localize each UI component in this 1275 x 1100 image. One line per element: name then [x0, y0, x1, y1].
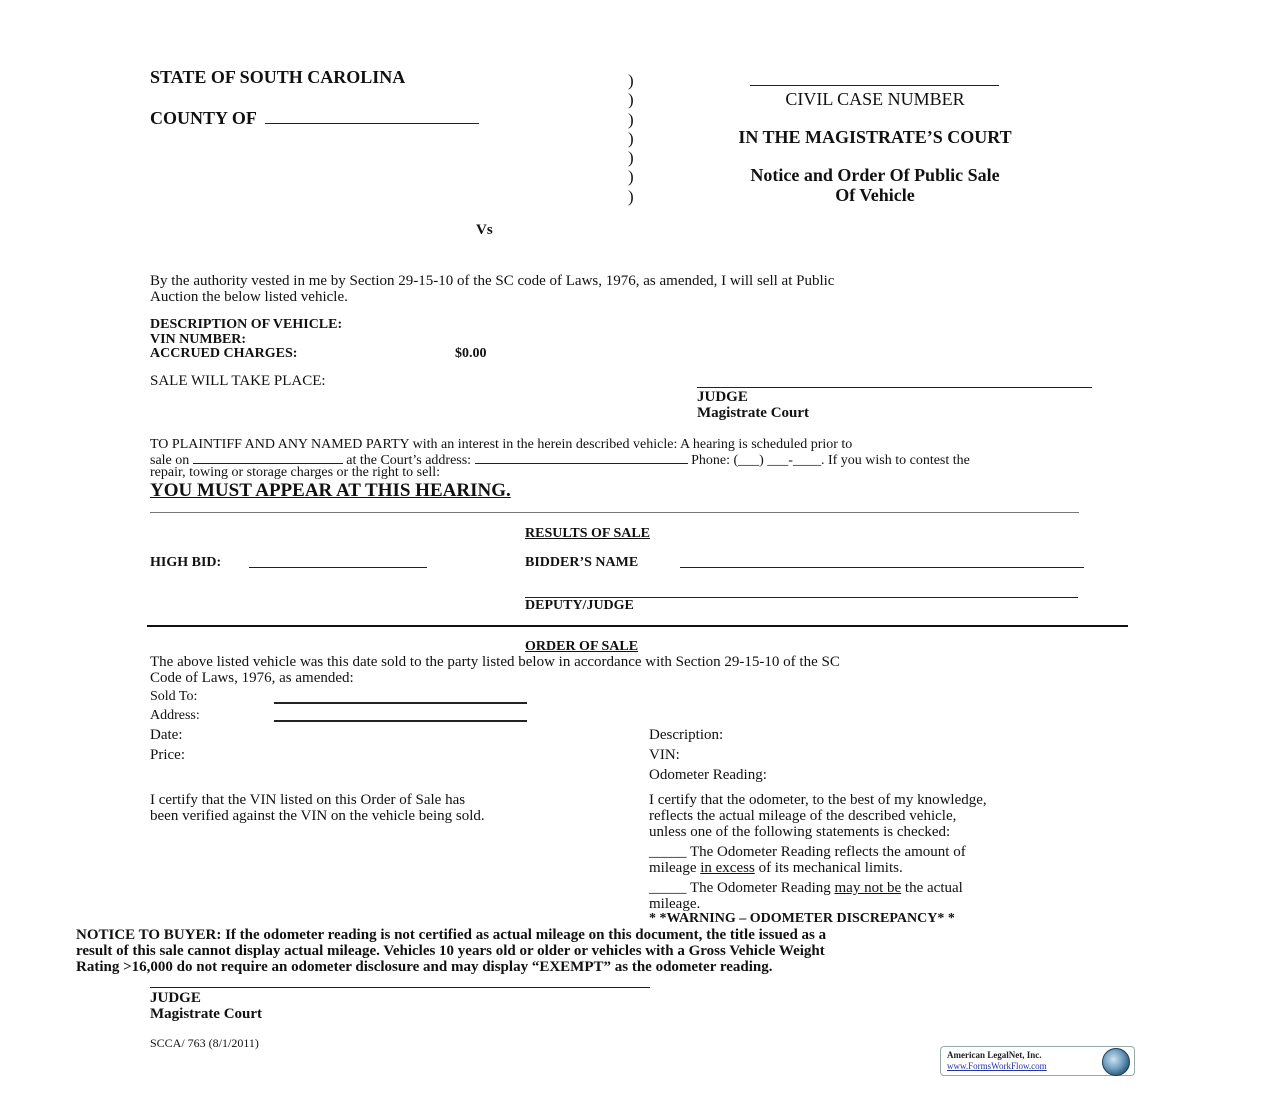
- form-title-line2: Of Vehicle: [835, 185, 915, 205]
- high-bid-blank-field[interactable]: [249, 567, 427, 568]
- publisher-logo: [940, 1046, 1135, 1076]
- vin-number-label: VIN NUMBER:: [150, 332, 247, 347]
- option-text: The Odometer Reading: [686, 880, 835, 896]
- hearing-address-blank-field[interactable]: [475, 451, 688, 464]
- option-text: mileage: [649, 860, 701, 876]
- bidder-name-label: BIDDER’S NAME: [525, 555, 639, 570]
- judge-court: Magistrate Court: [697, 405, 810, 421]
- county-label: [150, 108, 479, 129]
- option-text: The Odometer Reading reflects the amount of: [686, 844, 966, 860]
- option-text: of its mechanical limits.: [754, 860, 903, 876]
- sale-place-label: SALE WILL TAKE PLACE:: [150, 373, 326, 389]
- case-number-label: CIVIL CASE NUMBER: [785, 89, 965, 109]
- option-text-underlined: in excess: [700, 860, 755, 876]
- vin-label: VIN:: [649, 747, 680, 763]
- high-bid-label: HIGH BID:: [150, 555, 222, 570]
- price-label: Price:: [150, 747, 185, 763]
- odo-cert-line2: reflects the actual mileage of the described vehicle,: [649, 808, 957, 824]
- section-divider-thick: [147, 625, 1128, 627]
- publisher-name: American LegalNet, Inc.: [947, 1050, 1042, 1060]
- county-label-text: COUNTY OF: [150, 108, 257, 128]
- odometer-option-not-actual-checkbox[interactable]: _____: [649, 880, 687, 896]
- form-id: SCCA/ 763 (8/1/2011): [150, 1036, 259, 1050]
- paren: ): [628, 109, 634, 129]
- paren: ): [628, 90, 634, 110]
- accrued-charges-label: ACCRUED CHARGES:: [150, 346, 298, 361]
- hearing-date-blank-field[interactable]: [193, 451, 343, 464]
- judge-signature-line-2[interactable]: [150, 987, 650, 988]
- order-line1: The above listed vehicle was this date sold to the party listed below in accordance with Section 29-15-10 of the SC: [150, 654, 840, 670]
- vin-cert-line1: I certify that the VIN listed on this Order of Sale has: [150, 792, 466, 808]
- versus-label: Vs: [476, 222, 493, 238]
- judge-signature-line[interactable]: [697, 387, 1092, 388]
- description-label: Description:: [649, 727, 724, 743]
- accrued-charges-value: $0.00: [455, 346, 487, 361]
- address-label: Address:: [150, 708, 200, 723]
- vin-cert-line2: been verified against the VIN on the vehicle being sold.: [150, 808, 485, 824]
- notice-line3: Rating >16,000 do not require an odometer disclosure and may display “EXEMPT” as the odometer reading.: [76, 959, 773, 975]
- order-title: ORDER OF SALE: [525, 639, 639, 654]
- results-title: RESULTS OF SALE: [525, 526, 651, 541]
- odo-cert-line1: I certify that the odometer, to the best of my knowledge,: [649, 792, 987, 808]
- state-heading: STATE OF SOUTH CAROLINA: [150, 67, 406, 87]
- case-number-blank-field[interactable]: [750, 85, 999, 86]
- odometer-label: Odometer Reading:: [649, 767, 767, 783]
- order-line2: Code of Laws, 1976, as amended:: [150, 670, 354, 686]
- sold-to-blank-field[interactable]: [274, 702, 527, 704]
- sold-to-label: Sold To:: [150, 689, 198, 704]
- hearing-line3: repair, towing or storage charges or the right to sell:: [150, 465, 440, 480]
- odometer-warning: * *WARNING – ODOMETER DISCREPANCY* *: [649, 911, 955, 926]
- option-text: the actual: [901, 880, 963, 896]
- address-blank-field[interactable]: [274, 720, 527, 722]
- notice-line1: NOTICE TO BUYER: If the odometer reading is not certified as actual mileage on this document, the title issued as a: [76, 927, 827, 943]
- odo-cert-line3: unless one of the following statements is checked:: [649, 824, 951, 840]
- hearing-sale-on-label: sale on: [150, 453, 190, 468]
- intro-line1: By the authority vested in me by Section 29-15-10 of the SC code of Laws, 1976, as amended, I will sell at Public: [150, 273, 835, 289]
- judge-title: JUDGE: [697, 389, 748, 405]
- odometer-option-excess: [649, 844, 966, 860]
- section-divider: [150, 512, 1079, 513]
- notice-line2: result of this sale cannot display actual mileage. Vehicles 10 years old or older or vehicles with a Gross Vehicle Weight: [76, 943, 825, 959]
- county-blank-field[interactable]: [265, 109, 479, 124]
- option-text-underlined: may not be: [834, 880, 902, 896]
- paren-divider: [628, 71, 634, 206]
- paren: ): [628, 71, 634, 90]
- hearing-line1: TO PLAINTIFF AND ANY NAMED PARTY with an interest in the herein described vehicle: A hearing is scheduled prior to: [150, 437, 853, 452]
- intro-line2: Auction the below listed vehicle.: [150, 289, 348, 305]
- hearing-phone-label: Phone: (___) ___-____. If you wish to contest the: [691, 453, 970, 468]
- odometer-option-not-actual-line2: mileage.: [649, 896, 701, 912]
- paren: ): [628, 128, 634, 148]
- globe-icon: [1102, 1048, 1130, 1076]
- hearing-address-label: at the Court’s address:: [346, 453, 472, 468]
- deputy-judge-label: DEPUTY/JUDGE: [525, 598, 634, 613]
- vehicle-description-label: DESCRIPTION OF VEHICLE:: [150, 317, 343, 332]
- odometer-option-not-actual: [649, 880, 963, 896]
- court-heading: IN THE MAGISTRATE’S COURT: [738, 127, 1012, 147]
- odometer-option-excess-checkbox[interactable]: _____: [649, 844, 687, 860]
- paren: ): [628, 167, 634, 187]
- paren: ): [628, 186, 634, 206]
- bidder-name-blank-field[interactable]: [680, 567, 1084, 568]
- form-title-line1: Notice and Order Of Public Sale: [750, 165, 1000, 185]
- paren: ): [628, 148, 634, 168]
- odometer-option-excess-line2: [649, 860, 903, 876]
- publisher-url-link[interactable]: www.FormsWorkFlow.com: [947, 1061, 1047, 1071]
- date-label: Date:: [150, 727, 183, 743]
- judge-title-2: JUDGE: [150, 990, 201, 1006]
- appear-warning: YOU MUST APPEAR AT THIS HEARING.: [150, 480, 511, 501]
- judge-court-2: Magistrate Court: [150, 1006, 263, 1022]
